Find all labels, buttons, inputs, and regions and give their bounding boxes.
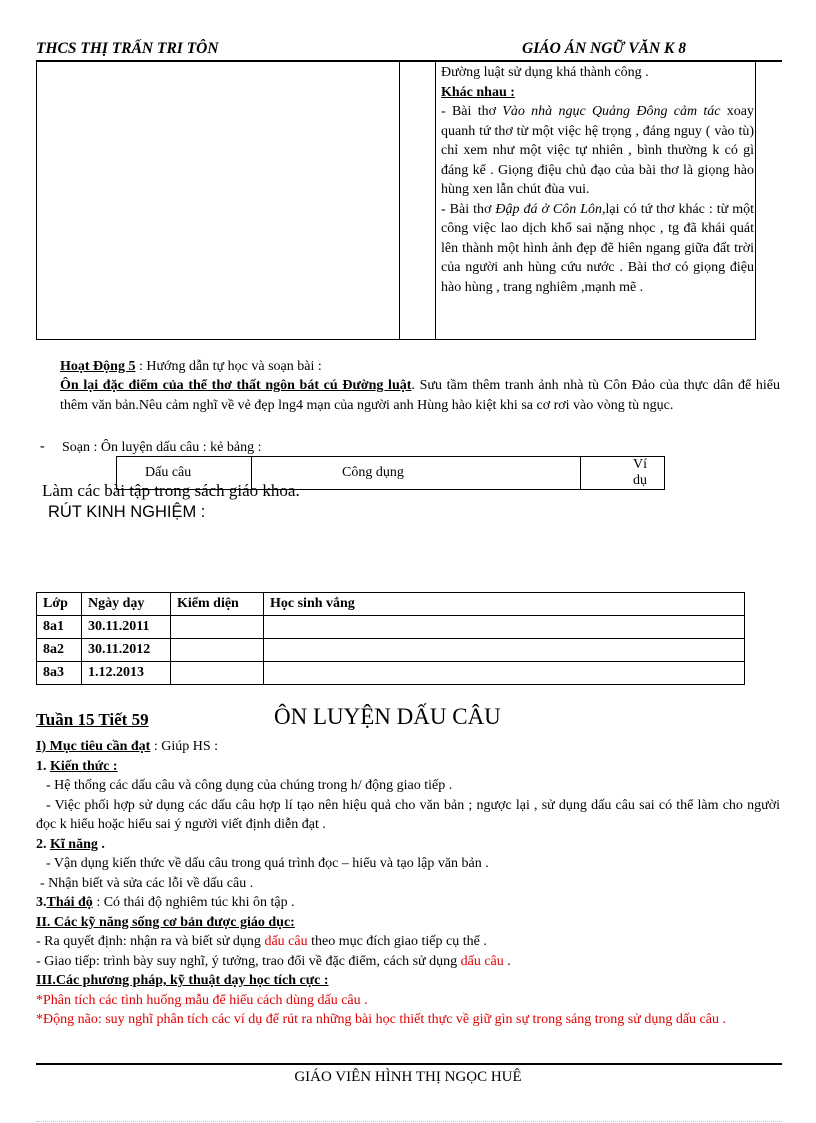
review-instruction: Ôn lại đặc điểm của thể thơ thất ngôn bát cú Đường luật bbox=[60, 378, 412, 393]
header-absent: Học sinh vắng bbox=[264, 593, 745, 616]
cell-line: Đường luật sử dụng khá thành công . bbox=[441, 65, 649, 80]
activity-5-body: Ôn lại đặc điểm của thể thơ thất ngôn bát cú Đường luật. Sưu tầm thêm tranh ảnh nhà tù Côn Đảo của thực dân để hiểu thêm văn bản.Nêu cảm nghĩ về vẻ đẹp lng4 mạn của người anh Hùng hào kiệt khi sa cơ rơi vào vòng tù ngục. bbox=[60, 378, 781, 413]
prep-instruction: Soạn : Ôn luyện dấu câu : kẻ bảng : bbox=[62, 440, 262, 455]
life-skill-item: - Ra quyết định: nhận ra và biết sử dụng dấu câu theo mục đích giao tiếp cụ thể . bbox=[36, 934, 487, 949]
lesson-week: Tuần 15 Tiết 59 bbox=[36, 710, 149, 729]
knowledge-item: - Việc phối hợp sử dụng các dấu câu hợp lí tạo nên hiệu quả cho văn bản ; ngược lại , sử dụng dấu câu sai có thể làm cho người đọc k hiểu hoặc hiểu sai ý người viết định diễn đạt . bbox=[36, 797, 780, 832]
header-date: Ngày dạy bbox=[82, 593, 171, 616]
method-item: *Động não: suy nghĩ phân tích các ví dụ để rút ra những bài học thiết thực về giữ gìn sự trong sáng trong sử dụng dấu câu . bbox=[36, 1012, 726, 1027]
poem-comparison-2: - Bài thơ Đập đá ở Côn Lôn,lại có tứ thơ khác : từ một công việc lao dịch khổ sai nặng nhọc , tg đã khái quát lên thành một hình ảnh đẹp đẽ hiên ngang giữa đất trời của người anh hùng cứu nước . Bài thơ có giọng điệu hào hùng , trang nghiêm ,mạnh mẽ . bbox=[441, 201, 754, 295]
methods-heading: III.Các phương pháp, kỹ thuật dạy học tích cực : bbox=[36, 973, 329, 988]
life-skill-item: - Giao tiếp: trình bày suy nghĩ, ý tưởng, trao đổi về đặc điểm, cách sử dụng dấu câu . bbox=[36, 953, 511, 969]
attitude-line: 3.Thái độ : Có thái độ nghiêm túc khi ôn tập . bbox=[36, 895, 295, 910]
experience-heading: RÚT KINH NGHIỆM : bbox=[48, 503, 206, 521]
col-usage: Công dụng bbox=[252, 457, 581, 490]
page-edge bbox=[36, 1121, 782, 1122]
knowledge-item: - Hệ thống các dấu câu và công dụng của chúng trong h/ động giao tiếp . bbox=[46, 778, 453, 793]
footer-teacher: GIÁO VIÊN HÌNH THỊ NGỌC HUÊ bbox=[294, 1069, 522, 1085]
differences-heading: Khác nhau : bbox=[441, 84, 515, 100]
header-class: Lớp bbox=[37, 593, 82, 616]
activity-5: Hoạt Động 5 : Hướng dẫn tự học và soạn bài : bbox=[60, 359, 322, 374]
lesson-body bbox=[36, 737, 780, 1030]
header-subject: GIÁO ÁN NGỮ VĂN K 8 bbox=[522, 40, 687, 57]
col-example: Ví dụ bbox=[581, 457, 665, 490]
poem-comparison-1: - Bài thơ Vào nhà ngục Quảng Đông cảm tác xoay quanh tứ thơ từ một việc hệ trọng , đáng nguy ( vào tù) chỉ xem như một việc tự nhiên , bình thường k có gì đáng kể . Giọng điệu chủ đạo của bài thơ là giọng hào hùng xen lẫn chút đùa vui. bbox=[441, 104, 754, 197]
lesson-title: ÔN LUYỆN DẤU CÂU bbox=[274, 704, 501, 729]
table-divider bbox=[435, 60, 436, 339]
header-school: THCS THỊ TRẤN TRI TÔN bbox=[36, 40, 219, 57]
table-row: 8a3 1.12.2013 bbox=[37, 662, 745, 685]
skills-heading: 2. Kĩ năng . bbox=[36, 836, 105, 852]
col-punctuation: Dấu câu bbox=[117, 457, 252, 490]
activity-5-label: Hoạt Động 5 bbox=[60, 359, 136, 374]
knowledge-heading: 1. Kiến thức : bbox=[36, 758, 118, 774]
skills-item: - Nhận biết và sửa các lỗi về dấu câu . bbox=[40, 875, 254, 891]
footer-rule bbox=[36, 1063, 782, 1065]
table-row: 8a1 30.11.2011 bbox=[37, 616, 745, 639]
objectives-line: I) Mục tiêu cần đạt : Giúp HS : bbox=[36, 739, 219, 754]
table-row: 8a2 30.11.2012 bbox=[37, 639, 745, 662]
method-item: *Phân tích các tình huống mẫu để hiểu cách dùng dấu câu . bbox=[36, 992, 368, 1008]
prep-bullet: - bbox=[40, 439, 45, 454]
skills-item: - Vận dụng kiến thức về dấu câu trong quá trình đọc – hiểu và tạo lập văn bản . bbox=[46, 856, 489, 871]
homework-text: Làm các bài tập trong sách giáo khoa. bbox=[42, 481, 300, 500]
header-present: Kiểm diện bbox=[171, 593, 264, 616]
attendance-table bbox=[36, 592, 745, 685]
comparison-cell bbox=[441, 63, 754, 297]
life-skills-heading: II. Các kỹ năng sống cơ bản được giáo dục: bbox=[36, 914, 295, 930]
table-divider bbox=[399, 60, 400, 339]
